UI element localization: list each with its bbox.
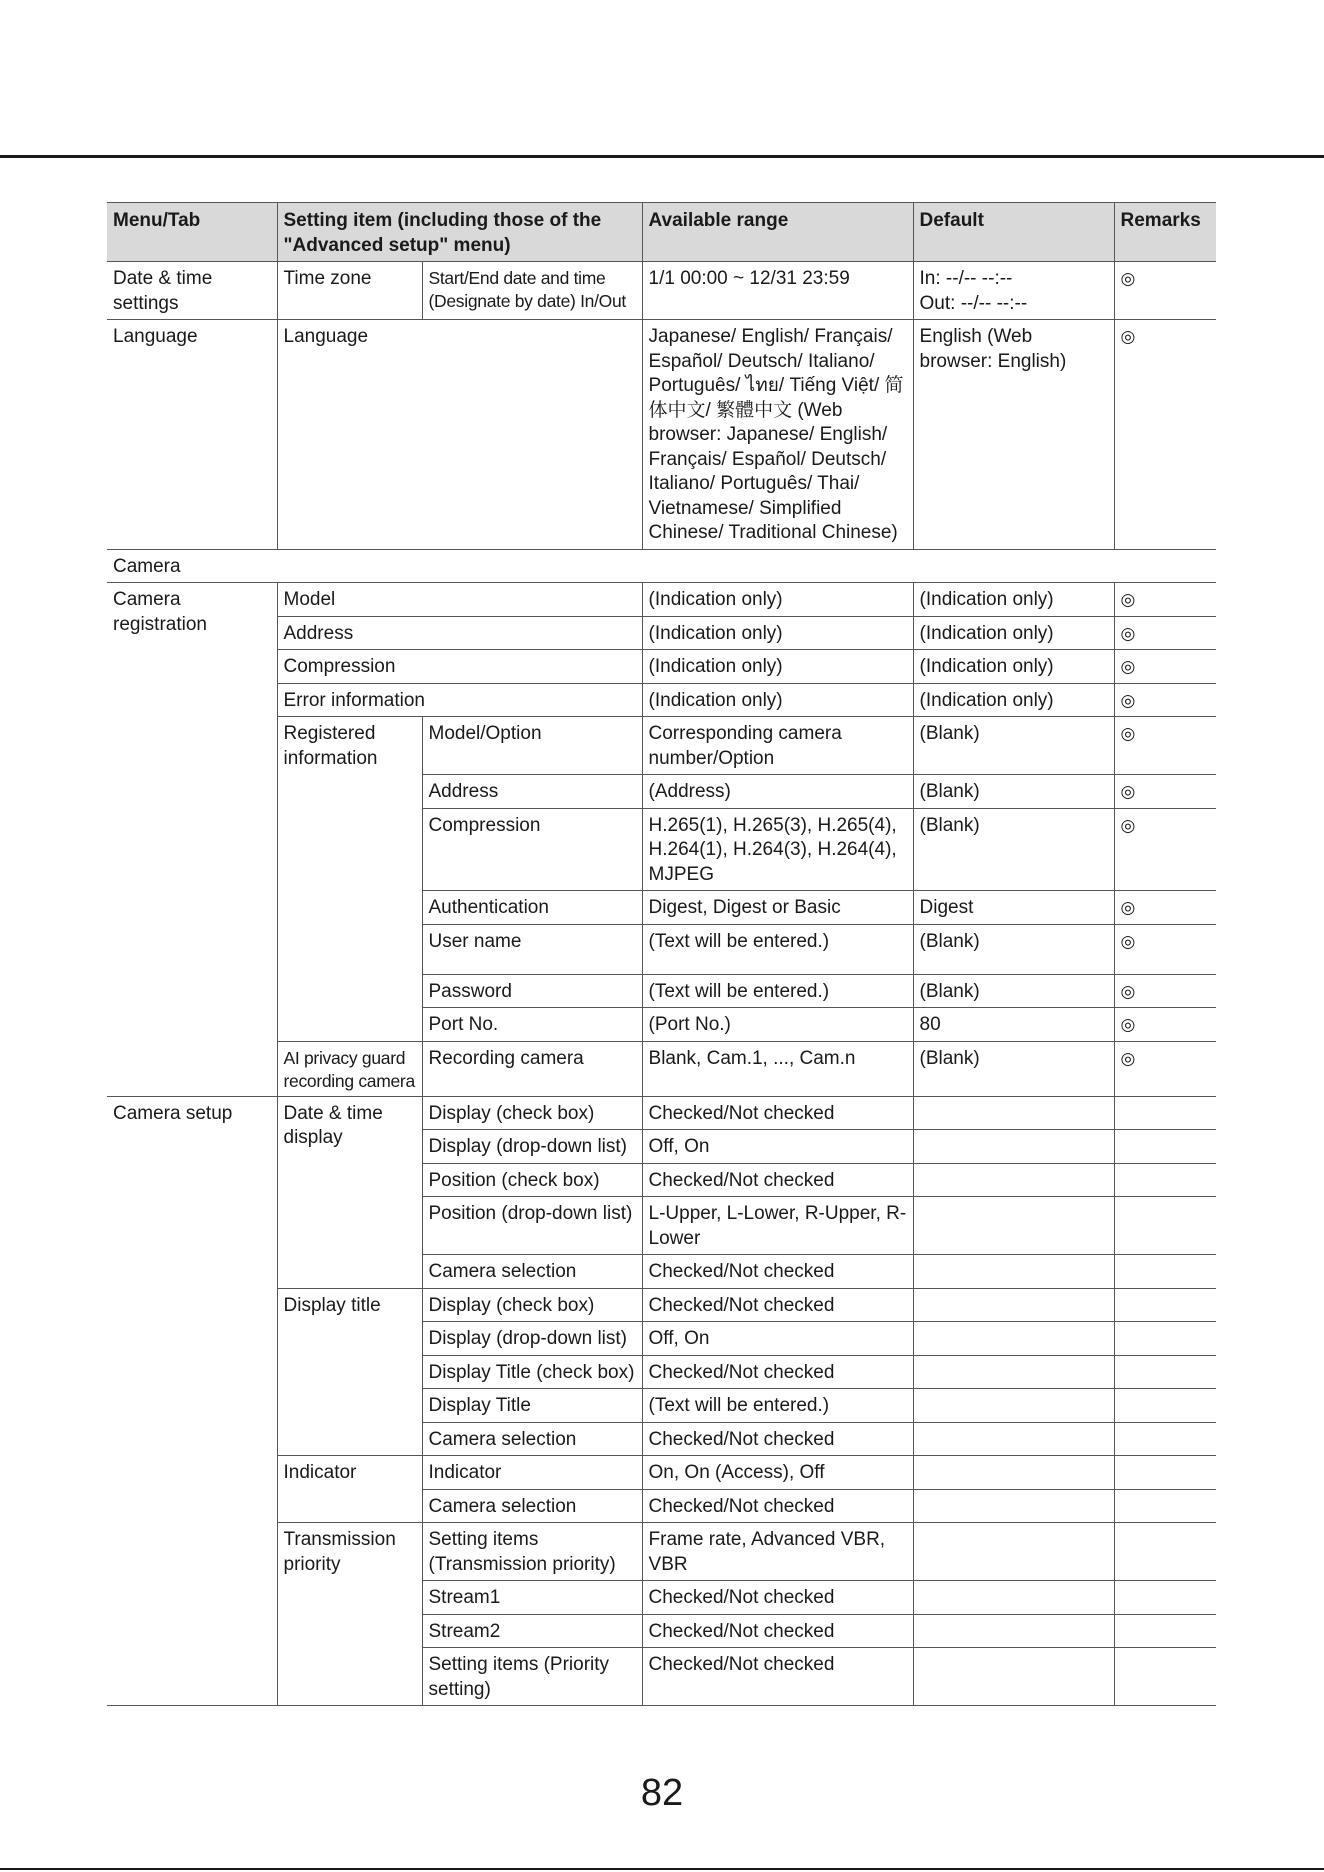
range-cell: Blank, Cam.1, ..., Cam.n [642,1041,913,1096]
default-cell: English (Web browser: English) [913,320,1114,550]
remark-cell: ◎ [1114,1041,1216,1096]
item-cell: Indicator [277,1456,422,1523]
default-out: Out: --/-- --:-- [919,292,1028,314]
default-cell [913,1581,1114,1615]
default-cell: (Blank) [913,775,1114,809]
sub-item-cell: Model/Option [422,717,642,775]
page-number: 82 [640,1772,684,1814]
remark-cell: ◎ [1114,650,1216,684]
default-cell [913,1648,1114,1706]
sub-item-cell: Compression [422,808,642,891]
remark-cell [1114,1456,1216,1490]
range-cell: (Indication only) [642,650,913,684]
remark-cell [1114,1614,1216,1648]
section-title: Camera [107,549,1216,583]
default-cell: (Indication only) [913,650,1114,684]
range-cell: (Text will be entered.) [642,924,913,974]
range-cell: Checked/Not checked [642,1355,913,1389]
default-cell [913,1456,1114,1490]
range-cell: (Text will be entered.) [642,974,913,1008]
range-cell: Frame rate, Advanced VBR, VBR [642,1523,913,1581]
header-setting-item: Setting item (including those of the "Advanced setup" menu) [277,203,642,262]
range-cell: Checked/Not checked [642,1096,913,1130]
sub-item-cell: Display (check box) [422,1096,642,1130]
header-available-range: Available range [642,203,913,262]
remark-cell [1114,1489,1216,1523]
default-cell: 80 [913,1008,1114,1042]
item-cell: Error information [277,683,642,717]
remark-cell: ◎ [1114,583,1216,617]
header-remarks: Remarks [1114,203,1216,262]
sub-item-cell: Display Title (check box) [422,1355,642,1389]
range-cell: Corresponding camera number/Option [642,717,913,775]
range-cell: Japanese/ English/ Français/ Español/ Deutsch/ Italiano/ Português/ ไทย/ Tiếng Việt/ 简体中文/ 繁體中文 (Web browser: Japanese/ English/ Français/ Español/ Deutsch/ Italiano/ Português/ Thai/ Vietnamese/ Simplified Chinese/ Traditional Chinese) [642,320,913,550]
remark-cell: ◎ [1114,808,1216,891]
section-row [107,549,1216,583]
range-cell: Checked/Not checked [642,1255,913,1289]
remark-cell: ◎ [1114,683,1216,717]
menu-cell: Date & time settings [107,262,277,320]
sub-item-cell: Password [422,974,642,1008]
default-cell [913,1523,1114,1581]
range-cell: (Indication only) [642,583,913,617]
range-cell: L-Upper, L-Lower, R-Upper, R-Lower [642,1197,913,1255]
header-menu-tab: Menu/Tab [107,203,277,262]
remark-cell: ◎ [1114,891,1216,925]
sub-item-cell: Port No. [422,1008,642,1042]
default-cell [913,1489,1114,1523]
remark-cell [1114,1255,1216,1289]
sub-item-cell: Camera selection [422,1489,642,1523]
remark-cell [1114,1422,1216,1456]
top-rule [0,155,1324,158]
sub-item-cell: Position (check box) [422,1163,642,1197]
remark-cell [1114,1355,1216,1389]
remark-cell: ◎ [1114,717,1216,775]
sub-item-cell: Display (drop-down list) [422,1130,642,1164]
menu-cell: Camera registration [107,583,277,1097]
item-cell: Model [277,583,642,617]
remark-cell [1114,1322,1216,1356]
remark-cell [1114,1096,1216,1130]
remark-cell: ◎ [1114,775,1216,809]
default-cell [913,1614,1114,1648]
item-cell: Language [277,320,642,550]
remark-cell [1114,1288,1216,1322]
default-in: In: --/-- --:-- [919,268,1013,289]
default-cell: (Blank) [913,1041,1114,1096]
sub-item-cell: Position (drop-down list) [422,1197,642,1255]
default-cell [913,1197,1114,1255]
header-default: Default [913,203,1114,262]
default-cell: (Blank) [913,924,1114,974]
default-cell: (Indication only) [913,683,1114,717]
bottom-rule [0,1868,1324,1870]
remark-cell [1114,1163,1216,1197]
range-cell: Checked/Not checked [642,1648,913,1706]
range-cell: Off, On [642,1130,913,1164]
default-cell: (Blank) [913,808,1114,891]
range-cell: Checked/Not checked [642,1163,913,1197]
remark-cell: ◎ [1114,1008,1216,1042]
range-cell: (Text will be entered.) [642,1389,913,1423]
sub-item-cell: Camera selection [422,1255,642,1289]
remark-cell [1114,1130,1216,1164]
default-cell: Digest [913,891,1114,925]
settings-table [107,202,1216,1706]
range-cell: Checked/Not checked [642,1489,913,1523]
range-cell: (Address) [642,775,913,809]
default-cell: (Blank) [913,974,1114,1008]
sub-item-cell: Stream1 [422,1581,642,1615]
sub-item-cell: Address [422,775,642,809]
table-row [107,1096,1216,1130]
default-cell [913,262,1114,320]
sub-item-cell: Recording camera [422,1041,642,1096]
item-cell: Compression [277,650,642,684]
item-cell: Time zone [277,262,422,320]
default-cell [913,1422,1114,1456]
default-cell: (Indication only) [913,616,1114,650]
remark-cell [1114,1197,1216,1255]
range-cell: Checked/Not checked [642,1581,913,1615]
range-cell: Off, On [642,1322,913,1356]
menu-cell: Language [107,320,277,550]
sub-item-cell: Authentication [422,891,642,925]
item-cell: Transmission priority [277,1523,422,1706]
remark-cell: ◎ [1114,616,1216,650]
sub-item-cell: Display (drop-down list) [422,1322,642,1356]
default-cell [913,1288,1114,1322]
table-row [107,262,1216,320]
default-cell [913,1389,1114,1423]
item-cell: Display title [277,1288,422,1456]
sub-item-cell: Setting items (Priority setting) [422,1648,642,1706]
remark-cell [1114,1581,1216,1615]
range-cell: On, On (Access), Off [642,1456,913,1490]
default-cell [913,1163,1114,1197]
remark-cell: ◎ [1114,262,1216,320]
remark-cell: ◎ [1114,320,1216,550]
range-cell: Checked/Not checked [642,1422,913,1456]
range-cell: (Indication only) [642,683,913,717]
default-cell [913,1322,1114,1356]
default-cell: (Indication only) [913,583,1114,617]
item-cell: AI privacy guard recording camera [277,1041,422,1096]
remark-cell: ◎ [1114,924,1216,974]
remark-cell [1114,1389,1216,1423]
range-cell: (Port No.) [642,1008,913,1042]
range-cell: Digest, Digest or Basic [642,891,913,925]
default-cell [913,1255,1114,1289]
item-cell: Date & time display [277,1096,422,1288]
default-cell [913,1355,1114,1389]
table-header-row [107,203,1216,262]
sub-item-cell: Stream2 [422,1614,642,1648]
default-cell: (Blank) [913,717,1114,775]
remark-cell: ◎ [1114,974,1216,1008]
item-cell: Address [277,616,642,650]
range-cell: (Indication only) [642,616,913,650]
sub-item-cell: Camera selection [422,1422,642,1456]
range-cell: Checked/Not checked [642,1288,913,1322]
item-cell: Registered information [277,717,422,1042]
sub-item-cell: Display (check box) [422,1288,642,1322]
default-cell [913,1130,1114,1164]
range-cell: H.265(1), H.265(3), H.265(4), H.264(1), H.264(3), H.264(4), MJPEG [642,808,913,891]
sub-item-cell: Start/End date and time (Designate by date) In/Out [422,262,642,320]
default-cell [913,1096,1114,1130]
sub-item-cell: Indicator [422,1456,642,1490]
menu-cell: Camera setup [107,1096,277,1706]
table-row [107,320,1216,550]
remark-cell [1114,1523,1216,1581]
remark-cell [1114,1648,1216,1706]
table-row [107,583,1216,617]
sub-item-cell: User name [422,924,642,974]
sub-item-cell: Display Title [422,1389,642,1423]
sub-item-cell: Setting items (Transmission priority) [422,1523,642,1581]
range-cell: Checked/Not checked [642,1614,913,1648]
range-cell: 1/1 00:00 ~ 12/31 23:59 [642,262,913,320]
